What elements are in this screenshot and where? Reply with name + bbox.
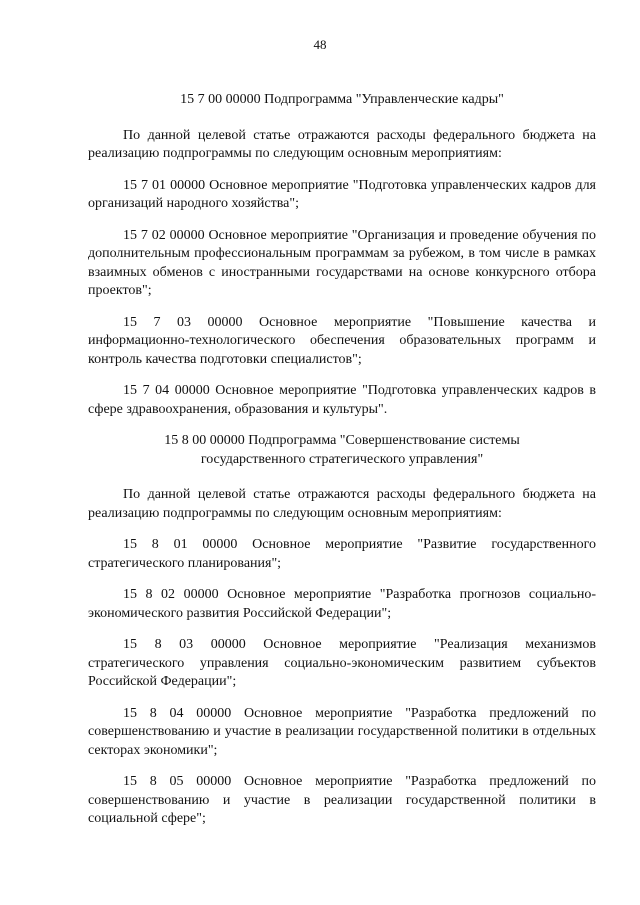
measure-item-15-7-01: 15 7 01 00000 Основное мероприятие "Подготовка управленческих кадров для организаций народного хозяйства";: [88, 177, 596, 211]
section-intro-15-8: По данной целевой статье отражаются расходы федерального бюджета на реализацию подпрограммы по следующим основным мероприятиям:: [88, 487, 596, 521]
subprogram-heading-15-8-line1: 15 8 00 00000 Подпрограмма "Совершенствование системы: [164, 433, 520, 448]
subprogram-heading-15-8: [88, 432, 596, 469]
measure-item-15-8-03: 15 8 03 00000 Основное мероприятие "Реализация механизмов стратегического управления социально-экономическим развитием субъектов Российской Федерации";: [88, 637, 596, 689]
measure-item-15-8-02: 15 8 02 00000 Основное мероприятие "Разработка прогнозов социально-экономического развития Российской Федерации";: [88, 587, 596, 621]
subprogram-heading-15-8-line2: государственного стратегического управления": [200, 451, 484, 467]
measure-item-15-8-05: 15 8 05 00000 Основное мероприятие "Разработка предложений по совершенствованию и участие в реализации государственной политики в социальной сфере";: [88, 774, 596, 826]
measure-item-15-7-04: 15 7 04 00000 Основное мероприятие "Подготовка управленческих кадров в сфере здравоохранения, образования и культуры".: [88, 383, 596, 417]
measure-item-15-8-01: 15 8 01 00000 Основное мероприятие "Развитие государственного стратегического планирования";: [88, 537, 596, 571]
subprogram-heading-15-7: 15 7 00 00000 Подпрограмма "Управленческие кадры": [180, 92, 504, 107]
page-number: 48: [313, 37, 327, 52]
page-content: [88, 91, 596, 842]
measure-item-15-7-02: 15 7 02 00000 Основное мероприятие "Организация и проведение обучения по дополнительным профессиональным программам за рубежом, в том числе в рамках взаимных обменов с иностранными государствами на основе конкурсного отбора проектов";: [88, 227, 596, 298]
section-intro-15-7: По данной целевой статье отражаются расходы федерального бюджета на реализацию подпрограммы по следующим основным мероприятиям:: [88, 127, 596, 161]
measure-item-15-8-04: 15 8 04 00000 Основное мероприятие "Разработка предложений по совершенствованию и участие в реализации государственной политики в отдельных секторах экономики";: [88, 705, 596, 758]
measure-item-15-7-03: 15 7 03 00000 Основное мероприятие "Повышение качества и информационно-технологического обеспечения образовательных программ и контроль качества подготовки специалистов";: [88, 314, 596, 367]
